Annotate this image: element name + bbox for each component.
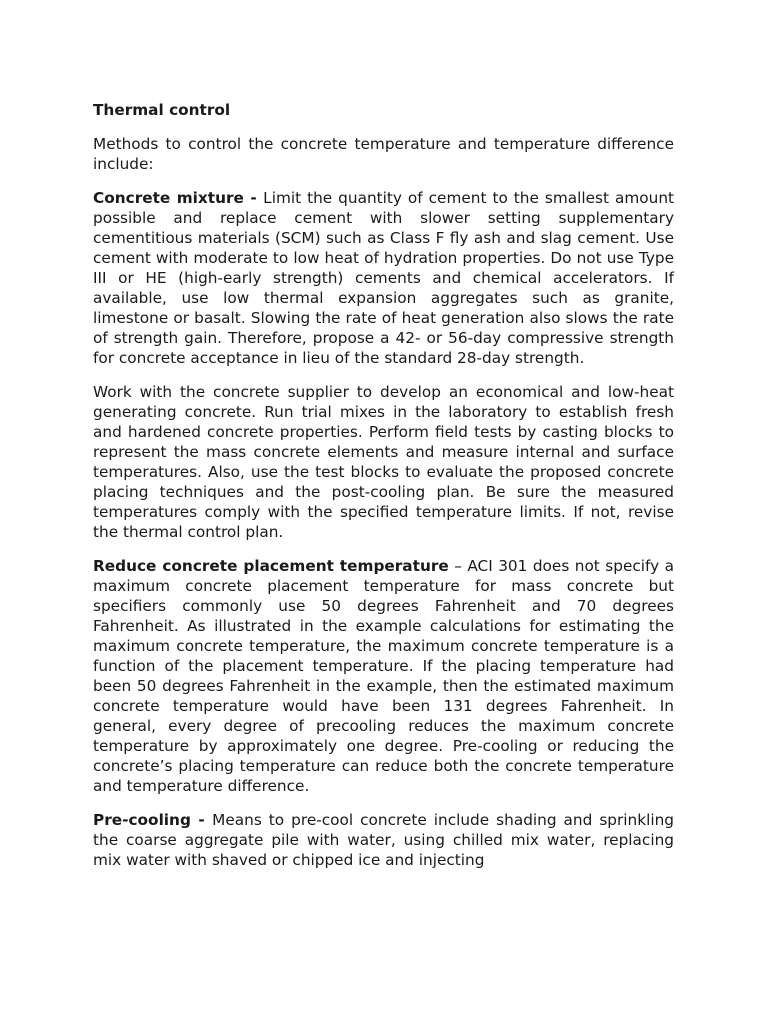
paragraph-supplier xyxy=(93,382,674,542)
section-heading: Thermal control xyxy=(93,101,231,119)
paragraph-separator: - xyxy=(190,811,213,829)
paragraph-lead: Pre-cooling xyxy=(93,811,191,829)
paragraph-body: Work with the concrete supplier to develop an economical and low-heat generating concrete. Run trial mixes in the laboratory to establish fresh and hardened concrete properties. Perform field tests by casting blocks to represent the mass concrete elements and measure internal and surface temperatures. Also, use the test blocks to evaluate the proposed concrete placing techniques and the post-cooling plan. Be sure the measured temperatures comply with the specified temperature limits. If not, revise the thermal control plan. xyxy=(93,383,674,541)
paragraph-separator: - xyxy=(243,189,264,207)
paragraph-body: ACI 301 does not specify a maximum concrete placement temperature for mass concrete but specifiers commonly use 50 degrees Fahrenheit and 70 degrees Fahrenheit. As illustrated in the example calculations for estimating the maximum concrete temperature, the maximum concrete temperature is a function of the placement temperature. If the placing temperature had been 50 degrees Fahrenheit in the example, then the estimated maximum concrete temperature would have been 131 degrees Fahrenheit. In general, every degree of precooling reduces the maximum concrete temperature by approximately one degree. Pre-cooling or reducing the concrete’s placing temperature can reduce both the concrete temperature and temperature difference. xyxy=(93,557,675,795)
paragraph-concrete-mixture xyxy=(93,188,674,368)
document-page xyxy=(93,100,674,884)
paragraph-body: Limit the quantity of cement to the smallest amount possible and replace cement with slower setting supplementary cementitious materials (SCM) such as Class F fly ash and slag cement. Use cement with moderate to low heat of hydration properties. Do not use Type III or HE (high-early strength) cements and chemical accelerators. If available, use low thermal expansion aggregates such as granite, limestone or basalt. Slowing the rate of heat generation also slows the rate of strength gain. Therefore, propose a 42- or 56-day compressive strength for concrete acceptance in lieu of the standard 28-day strength. xyxy=(93,189,675,367)
paragraph-pre-cooling xyxy=(93,810,674,870)
intro-paragraph: Methods to control the concrete temperature and temperature difference include: xyxy=(93,135,674,173)
paragraph-lead: Reduce concrete placement temperature xyxy=(93,557,449,575)
paragraph-placement-temperature xyxy=(93,556,674,796)
paragraph-separator: – xyxy=(448,557,468,575)
paragraph-lead: Concrete mixture xyxy=(93,189,244,207)
paragraph-body: Means to pre-cool concrete include shading and sprinkling the coarse aggregate pile with water, using chilled mix water, replacing mix water with shaved or chipped ice and injecting xyxy=(93,811,674,869)
